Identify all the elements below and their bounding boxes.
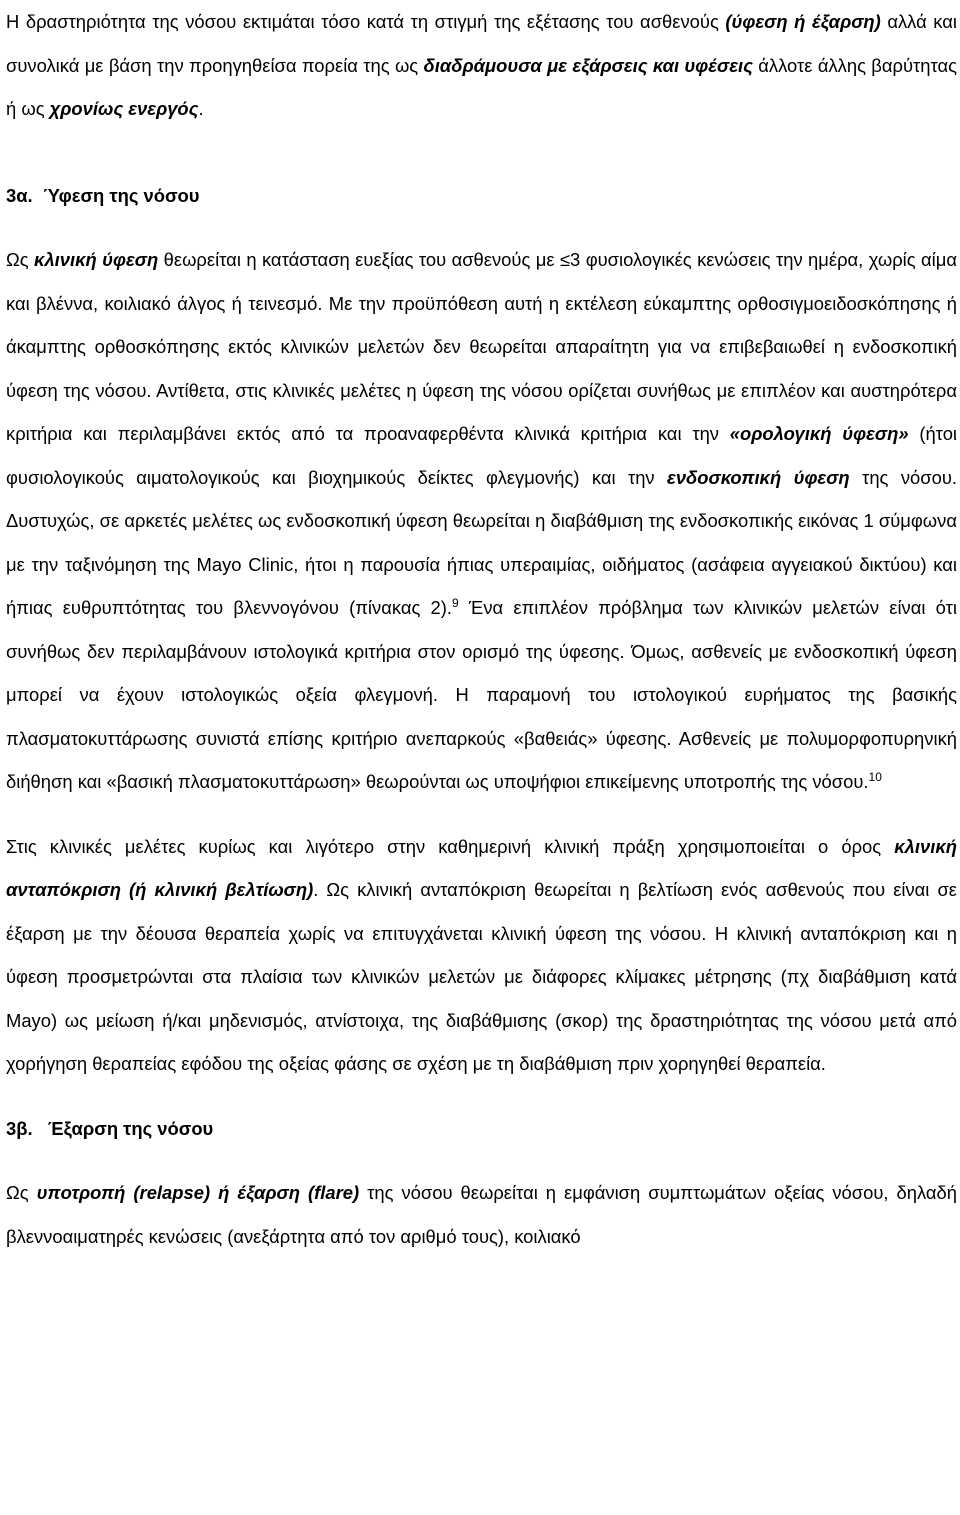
text-run: της νόσου. Δυστυχώς, σε αρκετές μελέτες ως ενδοσκοπική ύφεση θεωρείται η διαβάθμιση της ενδοσκοπικής εικόνας 1 σύμφωνα με την ταξινόμηση της Mayo Clinic, ήτοι η παρουσία ήπιας υπεραιμίας, οιδήματος (ασάφεια αγγειακού δικτύου) και ήπιας ευθρυπτότητας του βλεννογόνου (πίνακας 2).: [6, 466, 957, 618]
section-heading-3a: [6, 174, 957, 218]
section-title: Ύφεση της νόσου: [42, 184, 200, 206]
emphasis-clinical-remission: κλινική ύφεση: [34, 249, 159, 270]
reference-superscript: 9: [452, 595, 459, 610]
remission-paragraph: [6, 238, 957, 804]
intro-paragraph: [6, 0, 957, 131]
text-run: Η δραστηριότητα της νόσου εκτιμάται τόσο κατά τη στιγμή της εξέτασης του ασθενούς: [6, 11, 726, 32]
emphasis-endoscopic-remission: ενδοσκοπική ύφεση: [667, 466, 850, 488]
text-run: . Ως κλινική ανταπόκριση θεωρείται η βελτίωση ενός ασθενούς που είναι σε έξαρση με την δέουσα θεραπεία χωρίς να επιτυγχάνεται κλινική ύφεση της νόσου. Η κλινική ανταπόκριση και η ύφεση προσμετρώνται στα πλαίσια των κλινικών μελετών με διάφορες κλίμακες μέτρησης (πχ διαβάθμιση κατά Mayo) ως μείωση ή/και μηδενισμός, ατνίστοιχα, της διαβάθμισης (σκορ) της δραστηριότητας της νόσου μετά από χορήγηση θεραπείας εφόδου της οξείας φάσης σε σχέση με τη διαβάθμιση πριν χορηγηθεί θεραπεία.: [6, 879, 958, 1074]
text-run: αλλά και συνολικά με βάση την προηγηθείσα πορεία της ως: [6, 11, 957, 76]
relapse-paragraph: [6, 1171, 957, 1258]
emphasis-remission-or-flare: (ύφεση ή έξαρση): [725, 11, 881, 32]
text-run: Ως: [6, 249, 35, 270]
section-number: 3β.: [6, 1117, 33, 1139]
text-run: Ως: [6, 1182, 37, 1203]
section-heading-3b: [6, 1107, 957, 1151]
emphasis-serological-remission: «ορολογική ύφεση»: [729, 423, 909, 444]
text-run: άλλοτε άλλης βαρύτητας ή ως: [6, 54, 957, 119]
clinical-response-paragraph: [6, 825, 957, 1086]
text-run: (ήτοι φυσιολογικούς αιματολογικούς και βιοχημικούς δείκτες φλεγμονής) και την: [6, 423, 958, 488]
text-run: της νόσου θεωρείται η εμφάνιση συμπτωμάτων οξείας νόσου, δηλαδή βλεννοαιματηρές κενώσεις (ανεξάρτητα από τον αριθμό τους), κοιλιακό: [6, 1182, 957, 1247]
reference-superscript: 10: [868, 769, 882, 784]
section-number: 3α.: [6, 184, 33, 206]
text-run: θεωρείται η κατάσταση ευεξίας του ασθενούς με ≤3 φυσιολογικές κενώσεις την ημέρα, χωρίς αίμα και βλέννα, κοιλιακό άλγος ή τεινεσμό. Με την προϋπόθεση αυτή η εκτέλεση εύκαμπτης ορθοσιγμοειδοσκόπησης ή άκαμπτης ορθοσκόπησης εκτός κλινικών μελετών δεν θεωρείται απαραίτητη για να επιβεβαιωθεί η ενδοσκοπική ύφεση της νόσου. Αντίθετα, στις κλινικές μελέτες η ύφεση της νόσου ορίζεται συνήθως με επιπλέον και αυστηρότερα κριτήρια και περιλαμβάνει εκτός από τα προαναφερθέντα κλινικά κριτήρια και την: [6, 249, 957, 444]
emphasis-clinical-response: κλινική ανταπόκριση (ή κλινική βελτίωση): [6, 835, 957, 900]
section-title: Έξαρση της νόσου: [47, 1117, 214, 1139]
emphasis-relapse-flare: υποτροπή (relapse) ή έξαρση (flare): [36, 1182, 360, 1203]
text-run: .: [198, 98, 204, 119]
text-run: Ένα επιπλέον πρόβλημα των κλινικών μελετών είναι ότι συνήθως δεν περιλαμβάνουν ιστολογικά κριτήρια στον ορισμό της ύφεσης. Όμως, ασθενείς με ενδοσκοπική ύφεση μπορεί να έχουν ιστολογικώς οξεία φλεγμονή. Η παραμονή του ιστολογικού ευρήματος της βασικής πλασματοκυττάρωσης συνιστά επίσης κριτήριο ανεπαρκούς «βαθειάς» ύφεσης. Ασθενείς με πολυμορφοπυρηνική διήθηση και «βασική πλασματοκυττάρωση» θεωρούνται ως υποψήφιοι επικείμενης υποτροπής της νόσου.: [6, 597, 957, 792]
emphasis-chronically-active: χρονίως ενεργός: [49, 98, 199, 119]
text-run: Στις κλινικές μελέτες κυρίως και λιγότερο στην καθημερινή κλινική πράξη χρησιμοποιείται ο όρος: [6, 835, 895, 857]
emphasis-relapsing-remitting: διαδράμουσα με εξάρσεις και υφέσεις: [423, 54, 753, 76]
